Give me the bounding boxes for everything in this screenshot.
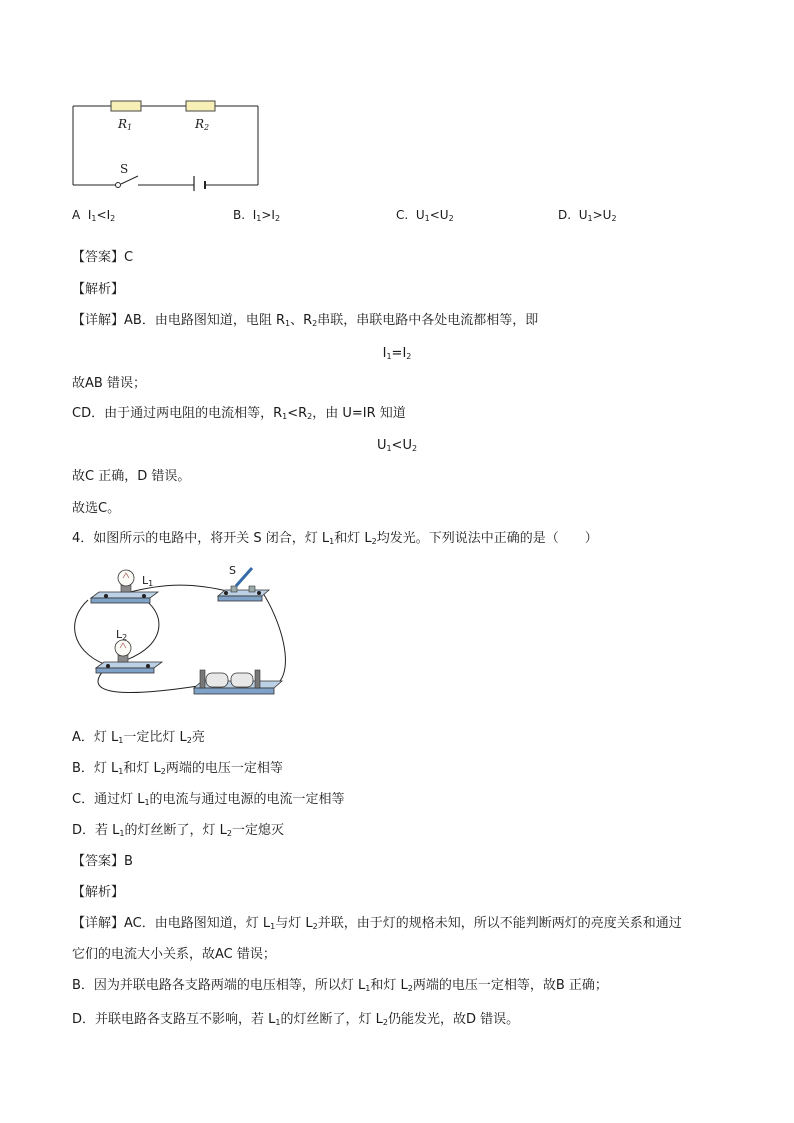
detail-line-1: 【详解】AB．由电路图知道，电阻 $R_1$、$R_2$串联，串联电路中各处电流都相等，即 [72, 313, 539, 328]
battery-holder [194, 670, 282, 694]
option-c[interactable]: C. $U_1<U_2$ [396, 208, 454, 223]
label-l2: $L_2$ [116, 628, 128, 642]
detail-line-2: 故AB 错误； [72, 376, 146, 391]
equation-current: $I_1=I_2$ [382, 346, 412, 361]
q4-analysis-heading: 【解析】 [72, 885, 125, 900]
q4-detail-line-2: 它们的电流大小关系，故AC 错误； [72, 947, 276, 962]
q4-detail-line-4: D．并联电路各支路互不影响，若 $L_1$的灯丝断了，灯 $L_2$仍能发光，故D 错误。 [72, 1012, 520, 1027]
detail-line-3: CD．由于通过两电阻的电流相等，$R_1<R_2$，由 U=IR 知道 [72, 406, 406, 421]
label-r2: $R_2$ [195, 117, 210, 132]
q4-detail-line-3: B．因为并联电路各支路两端的电压相等，所以灯 $L_1$和灯 $L_2$两端的电压一定相等，故B 正确； [72, 978, 608, 993]
equation-voltage: $U_1<U_2$ [376, 438, 418, 453]
resistor-r1 [111, 101, 141, 111]
q4-detail-line-1: 【详解】AC．由电路图知道，灯 $L_1$与灯 $L_2$并联，由于灯的规格未知，所以不能判断两灯的亮度关系和通过 [72, 916, 682, 931]
switch-pivot [116, 183, 121, 188]
label-l1: $L_1$ [142, 574, 154, 588]
q4-option-d[interactable]: D．若 $L_1$的灯丝断了，灯 $L_2$一定熄灭 [72, 823, 284, 838]
q4-option-c[interactable]: C．通过灯 $L_1$的电流与通过电源的电流一定相等 [72, 792, 345, 807]
label-r1: $R_1$ [118, 117, 133, 132]
question-4-stem: 4．如图所示的电路中，将开关 S 闭合，灯 $L_1$和灯 $L_2$均发光。下列说法中正确的是（ ） [72, 531, 598, 546]
option-a[interactable]: A $I_1<I_2$ [72, 208, 116, 223]
label-s: S [229, 564, 236, 577]
lamp-l2 [96, 640, 162, 673]
resistor-r2 [186, 101, 215, 111]
detail-line-4: 故C 正确，D 错误。 [72, 469, 191, 484]
switch-s [218, 568, 269, 601]
answer-line: 【答案】C [72, 250, 134, 265]
option-b[interactable]: B. $I_1>I_2$ [233, 208, 281, 223]
option-d[interactable]: D. $U_1>U_2$ [558, 208, 617, 223]
detail-line-5: 故选C。 [72, 501, 121, 516]
label-switch: S [120, 162, 129, 176]
analysis-heading: 【解析】 [72, 282, 125, 297]
series-circuit-diagram [66, 96, 266, 191]
parallel-circuit-illustration [66, 560, 296, 705]
q4-answer-line: 【答案】B [72, 854, 133, 869]
q4-option-a[interactable]: A．灯 $L_1$一定比灯 $L_2$亮 [72, 730, 205, 745]
q4-option-b[interactable]: B．灯 $L_1$和灯 $L_2$两端的电压一定相等 [72, 761, 283, 776]
